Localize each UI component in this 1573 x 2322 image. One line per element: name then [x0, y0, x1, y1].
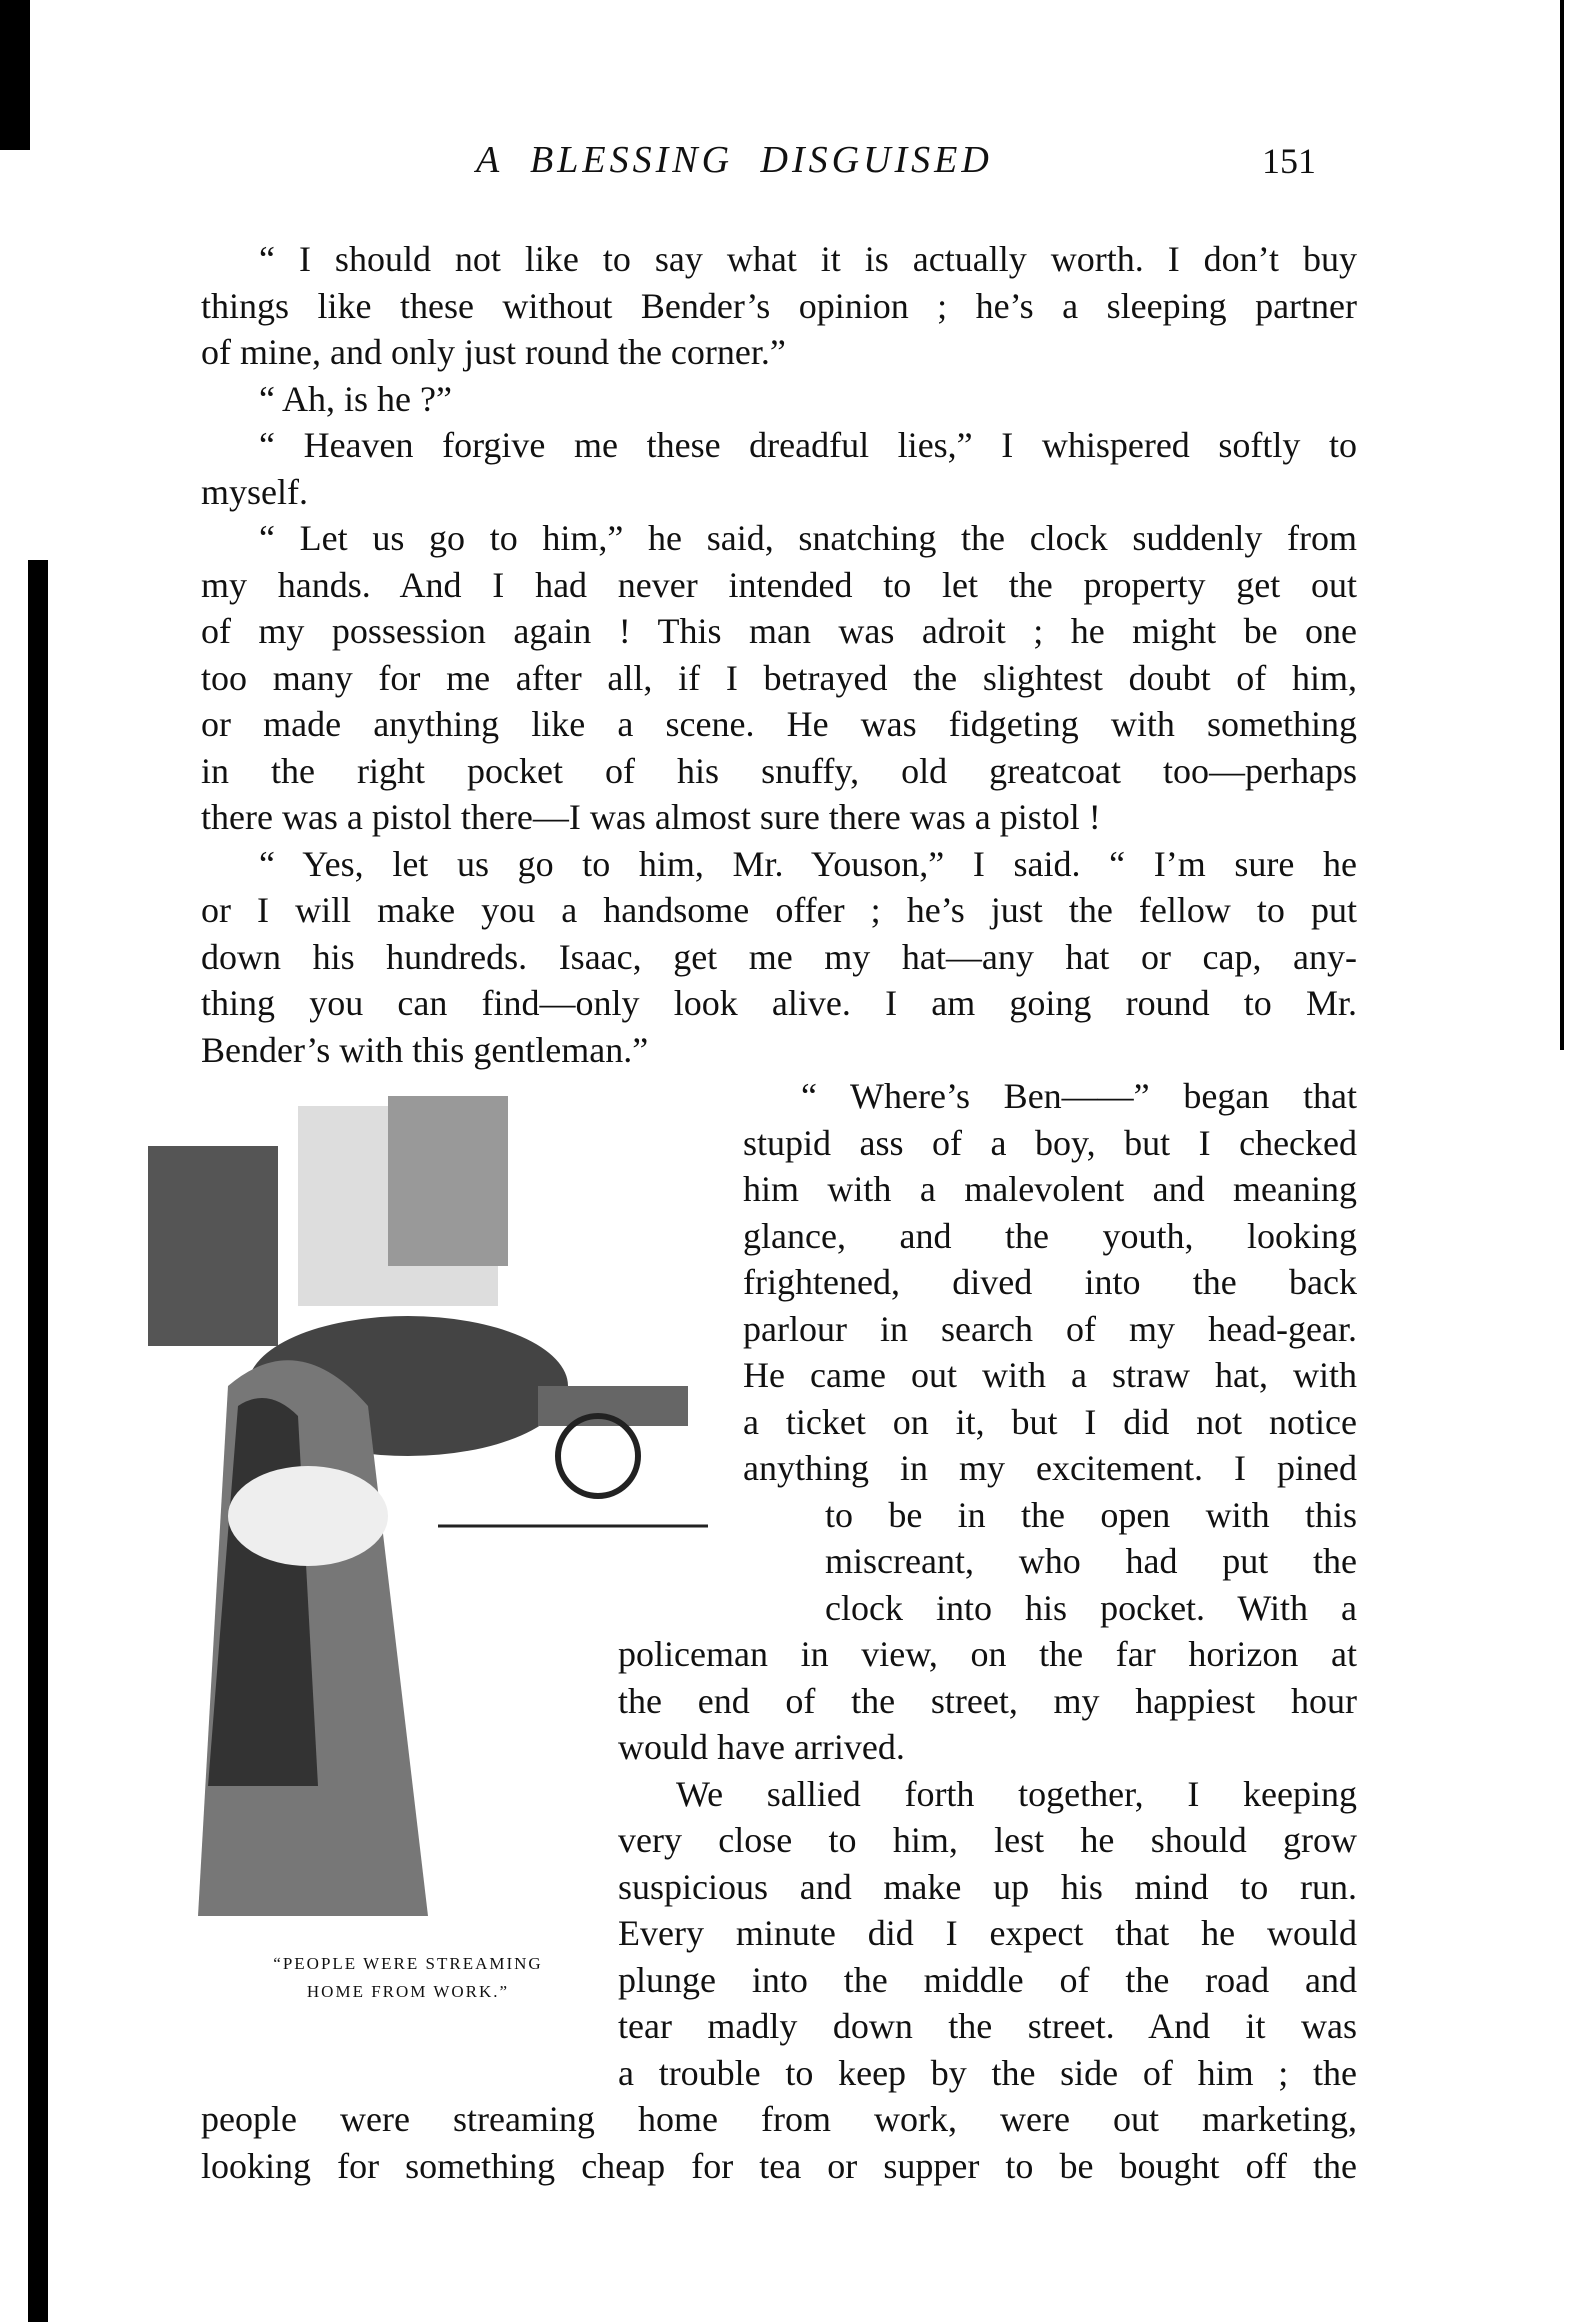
binding-shadow	[0, 0, 30, 150]
illustration-street-scene	[148, 1086, 778, 1966]
binding-edge	[28, 560, 48, 2322]
text-line: policeman in view, on the far horizon at	[618, 1634, 1357, 1674]
text-line: thing you can find—only look alive. I am going round to Mr.	[201, 983, 1357, 1023]
text-line: down his hundreds. Isaac, get me my hat—any hat or cap, any-	[201, 936, 1357, 977]
text-line: glance, and the youth, looking	[743, 1215, 1357, 1256]
text-line: of my possession again ! This man was adroit ; he might be one	[201, 611, 1357, 651]
text-line: would have arrived.	[618, 1727, 905, 1767]
text-line: there was a pistol there—I was almost sure there was a pistol !	[201, 797, 1101, 837]
text-line: parlour in search of my head-gear.	[743, 1308, 1357, 1349]
text-line: “ Yes, let us go to him, Mr. Youson,” I said. “ I’m sure he	[259, 843, 1357, 884]
text-line: a trouble to keep by the side of him ; the	[618, 2052, 1357, 2093]
illustration-caption	[228, 1950, 588, 2006]
text-line: He came out with a straw hat, with	[743, 1355, 1357, 1395]
page-edge-right	[1560, 0, 1564, 1050]
text-line: “ Heaven forgive me these dreadful lies,” I whispered softly to	[259, 425, 1357, 465]
text-line: clock into his pocket. With a	[825, 1587, 1357, 1628]
text-line: him with a malevolent and meaning	[743, 1169, 1357, 1209]
text-line: stupid ass of a boy, but I checked	[743, 1122, 1357, 1163]
wall	[148, 1146, 278, 1346]
text-line: “ Where’s Ben——” began that	[801, 1076, 1357, 1116]
text-line: Bender’s with this gentleman.”	[201, 1029, 649, 1070]
caption-line-1: “PEOPLE WERE STREAMING	[273, 1954, 543, 1973]
text-line: “ Let us go to him,” he said, snatching the clock suddenly from	[259, 518, 1357, 558]
running-head: A BLESSING DISGUISED	[476, 139, 993, 181]
text-line: “ Ah, is he ?”	[259, 378, 452, 419]
text-line: tear madly down the street. And it was	[618, 2006, 1357, 2046]
text-line: the end of the street, my happiest hour	[618, 1680, 1357, 1721]
text-line: miscreant, who had put the	[825, 1541, 1357, 1581]
bundle	[228, 1466, 388, 1566]
text-line: people were streaming home from work, were out marketing,	[201, 2099, 1357, 2139]
text-line: or made anything like a scene. He was fidgeting with something	[201, 704, 1357, 744]
caption-line-2: HOME FROM WORK.”	[306, 1982, 510, 2001]
page-number: 151	[1262, 141, 1316, 181]
text-line: frightened, dived into the back	[743, 1262, 1357, 1302]
cart-wheel	[558, 1416, 638, 1496]
text-line: very close to him, lest he should grow	[618, 1820, 1357, 1860]
text-line: my hands. And I had never intended to let the property get out	[201, 564, 1357, 605]
text-line: plunge into the middle of the road and	[618, 1959, 1357, 2000]
text-line: myself.	[201, 471, 308, 512]
text-line: a ticket on it, but I did not notice	[743, 1401, 1357, 1442]
text-line: looking for something cheap for tea or supper to be bought off the	[201, 2145, 1357, 2186]
text-line: Every minute did I expect that he would	[618, 1913, 1357, 1953]
text-line: in the right pocket of his snuffy, old greatcoat too—perhaps	[201, 750, 1357, 791]
text-line: of mine, and only just round the corner.”	[201, 332, 786, 372]
text-line: to be in the open with this	[825, 1494, 1357, 1535]
text-line: things like these without Bender’s opinion ; he’s a sleeping partner	[201, 285, 1357, 326]
text-line: too many for me after all, if I betrayed the slightest doubt of him,	[201, 657, 1357, 698]
text-line: We sallied forth together, I keeping	[676, 1773, 1357, 1814]
building-dark	[388, 1096, 508, 1266]
text-line: or I will make you a handsome offer ; he’s just the fellow to put	[201, 890, 1357, 930]
text-line: “ I should not like to say what it is actually worth. I don’t buy	[259, 239, 1357, 279]
text-line: anything in my excitement. I pined	[743, 1448, 1357, 1488]
text-line: suspicious and make up his mind to run.	[618, 1866, 1357, 1907]
